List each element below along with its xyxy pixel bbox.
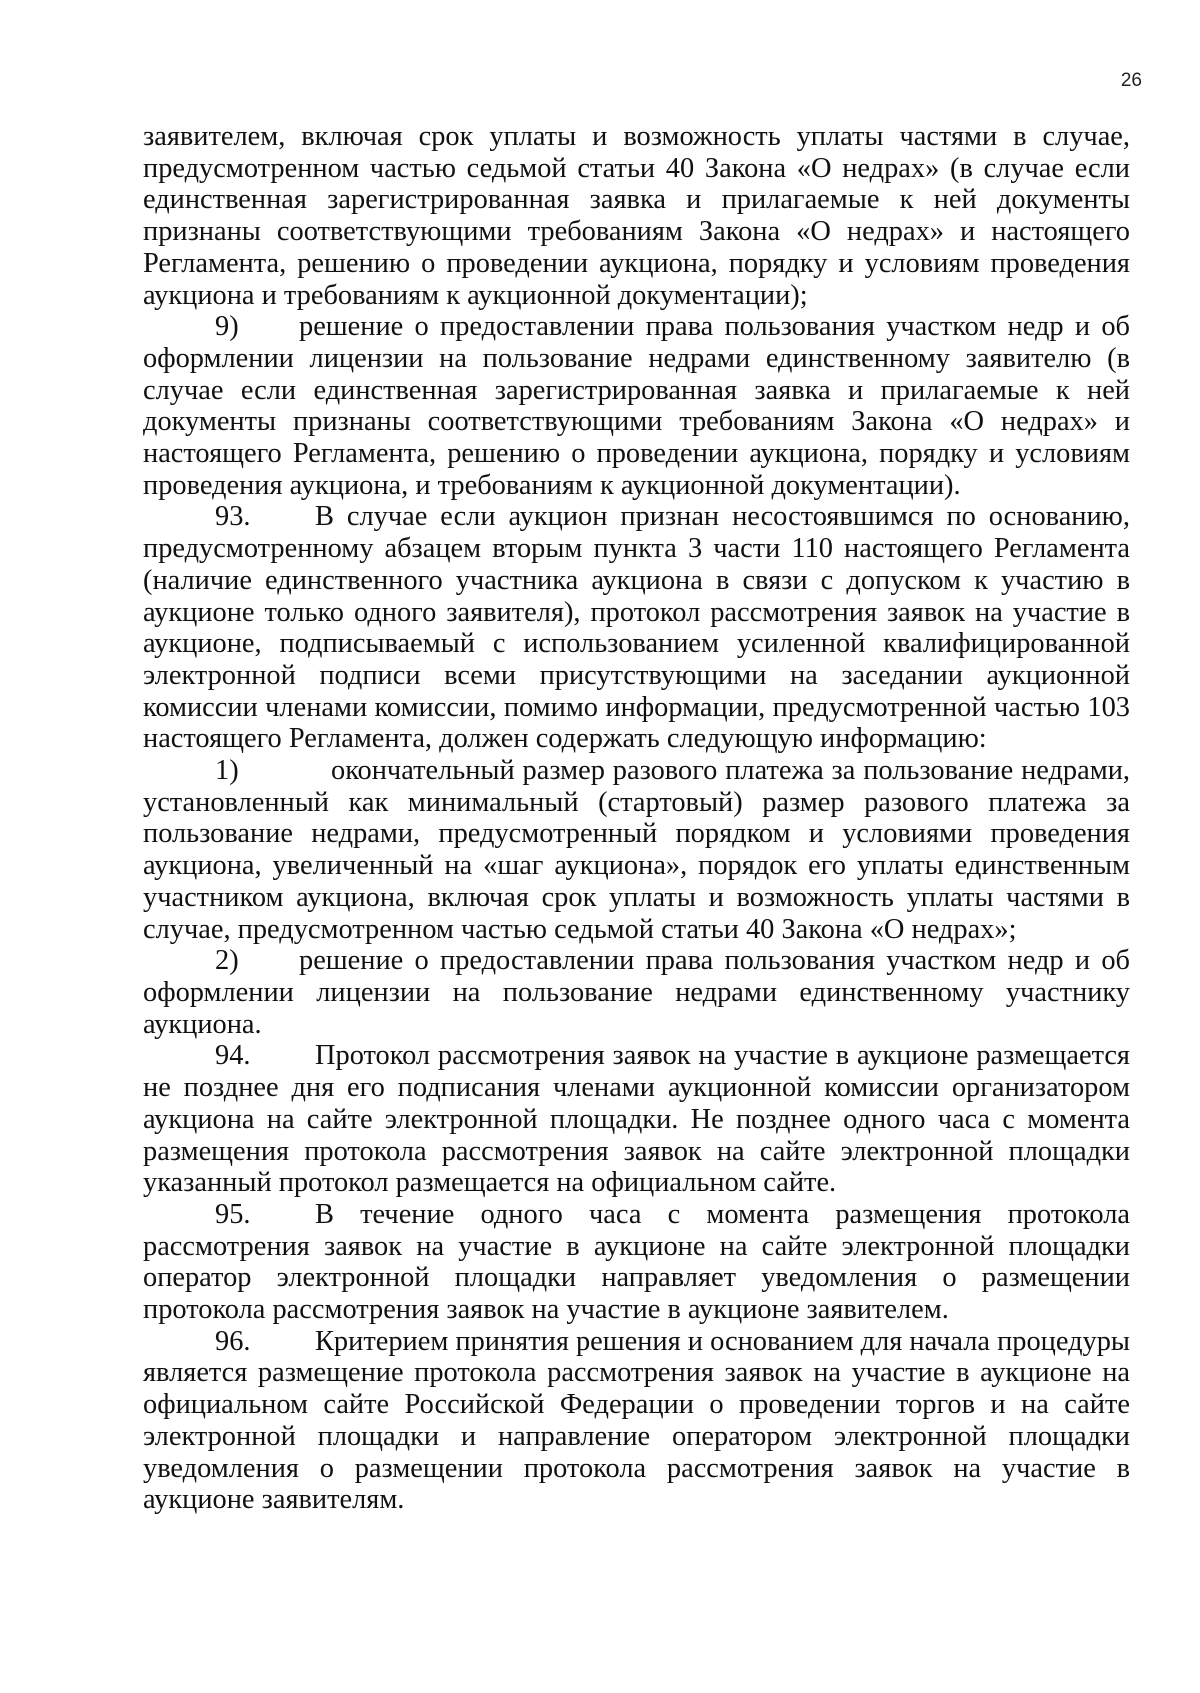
clause-95 xyxy=(143,1199,1130,1326)
clause-number: 93. xyxy=(215,501,251,533)
item-number: 1) xyxy=(215,755,239,787)
paragraph-text: заявителем, включая срок уплаты и возможность уплаты частями в случае, предусмотренном частью седьмой статьи 40 Закона «О недрах» (в случае если единственная зарегистрированная заявка и прилагаемые к ней документы признаны соответствующими требованиям Закона «О недрах» и настоящего Регламента, решению о проведении аукциона, порядку и условиям проведения аукциона и требованиям к аукционной документации); xyxy=(143,121,1130,311)
clause-96 xyxy=(143,1326,1130,1516)
list-item-2 xyxy=(143,945,1130,1040)
document-body xyxy=(143,121,1130,1516)
clause-93 xyxy=(143,501,1130,755)
item-number: 9) xyxy=(215,311,239,343)
paragraph-text: В течение одного часа с момента размещения протокола рассмотрения заявок на участие в аукционе на сайте электронной площадки оператор электронной площадки направляет уведомления о размещении протокола рассмотрения заявок на участие в аукционе заявителем. xyxy=(143,1198,1130,1326)
paragraph-text: Протокол рассмотрения заявок на участие в аукционе размещается не позднее дня его подписания членами аукционной комиссии организатором аукциона на сайте электронной площадки. Не позднее одного часа с момента размещения протокола рассмотрения заявок на сайте электронной площадки указанный протокол размещается на официальном сайте. xyxy=(143,1040,1130,1199)
list-item-9 xyxy=(143,311,1130,501)
clause-94 xyxy=(143,1040,1130,1199)
paragraph-text: решение о предоставлении права пользования участком недр и об оформлении лицензии на пользование недрами единственному заявителю (в случае если единственная зарегистрированная заявка и прилагаемые к ней документы признаны соответствующими требованиям Закона «О недрах» и настоящего Регламента, решению о проведении аукциона, порядку и условиям проведения аукциона, и требованиям к аукционной документации). xyxy=(143,311,1130,501)
paragraph-text: решение о предоставлении права пользования участком недр и об оформлении лицензии на пользование недрами единственному участнику аукциона. xyxy=(143,945,1130,1040)
clause-number: 94. xyxy=(215,1040,251,1072)
paragraph-continuation xyxy=(143,121,1130,311)
paragraph-text: окончательный размер разового платежа за пользование недрами, установленный как минимальный (стартовый) размер разового платежа за пользование недрами, предусмотренный порядком и условиями проведения аукциона, увеличенный на «шаг аукциона», порядок его уплаты единственным участником аукциона, включая срок уплаты и возможность уплаты частями в случае, предусмотренном частью седьмой статьи 40 Закона «О недрах»; xyxy=(143,755,1130,945)
page-number: 26 xyxy=(1120,70,1142,91)
clause-number: 96. xyxy=(215,1325,251,1357)
clause-number: 95. xyxy=(215,1198,251,1230)
item-number: 2) xyxy=(215,945,239,977)
paragraph-text: Критерием принятия решения и основанием для начала процедуры является размещение протокола рассмотрения заявок на участие в аукционе на официальном сайте Российской Федерации о проведении торгов и на сайте электронной площадки и направление оператором электронной площадки уведомления о размещении протокола рассмотрения заявок на участие в аукционе заявителям. xyxy=(143,1325,1130,1516)
paragraph-text: В случае если аукцион признан несостоявшимся по основанию, предусмотренному абзацем вторым пункта 3 части 110 настоящего Регламента (наличие единственного участника аукциона в связи с допуском к участию в аукционе только одного заявителя), протокол рассмотрения заявок на участие в аукционе, подписываемый с использованием усиленной квалифицированной электронной подписи всеми присутствующими на заседании аукционной комиссии членами комиссии, помимо информации, предусмотренной частью 103 настоящего Регламента, должен содержать следующую информацию: xyxy=(143,501,1130,755)
list-item-1 xyxy=(143,755,1130,945)
